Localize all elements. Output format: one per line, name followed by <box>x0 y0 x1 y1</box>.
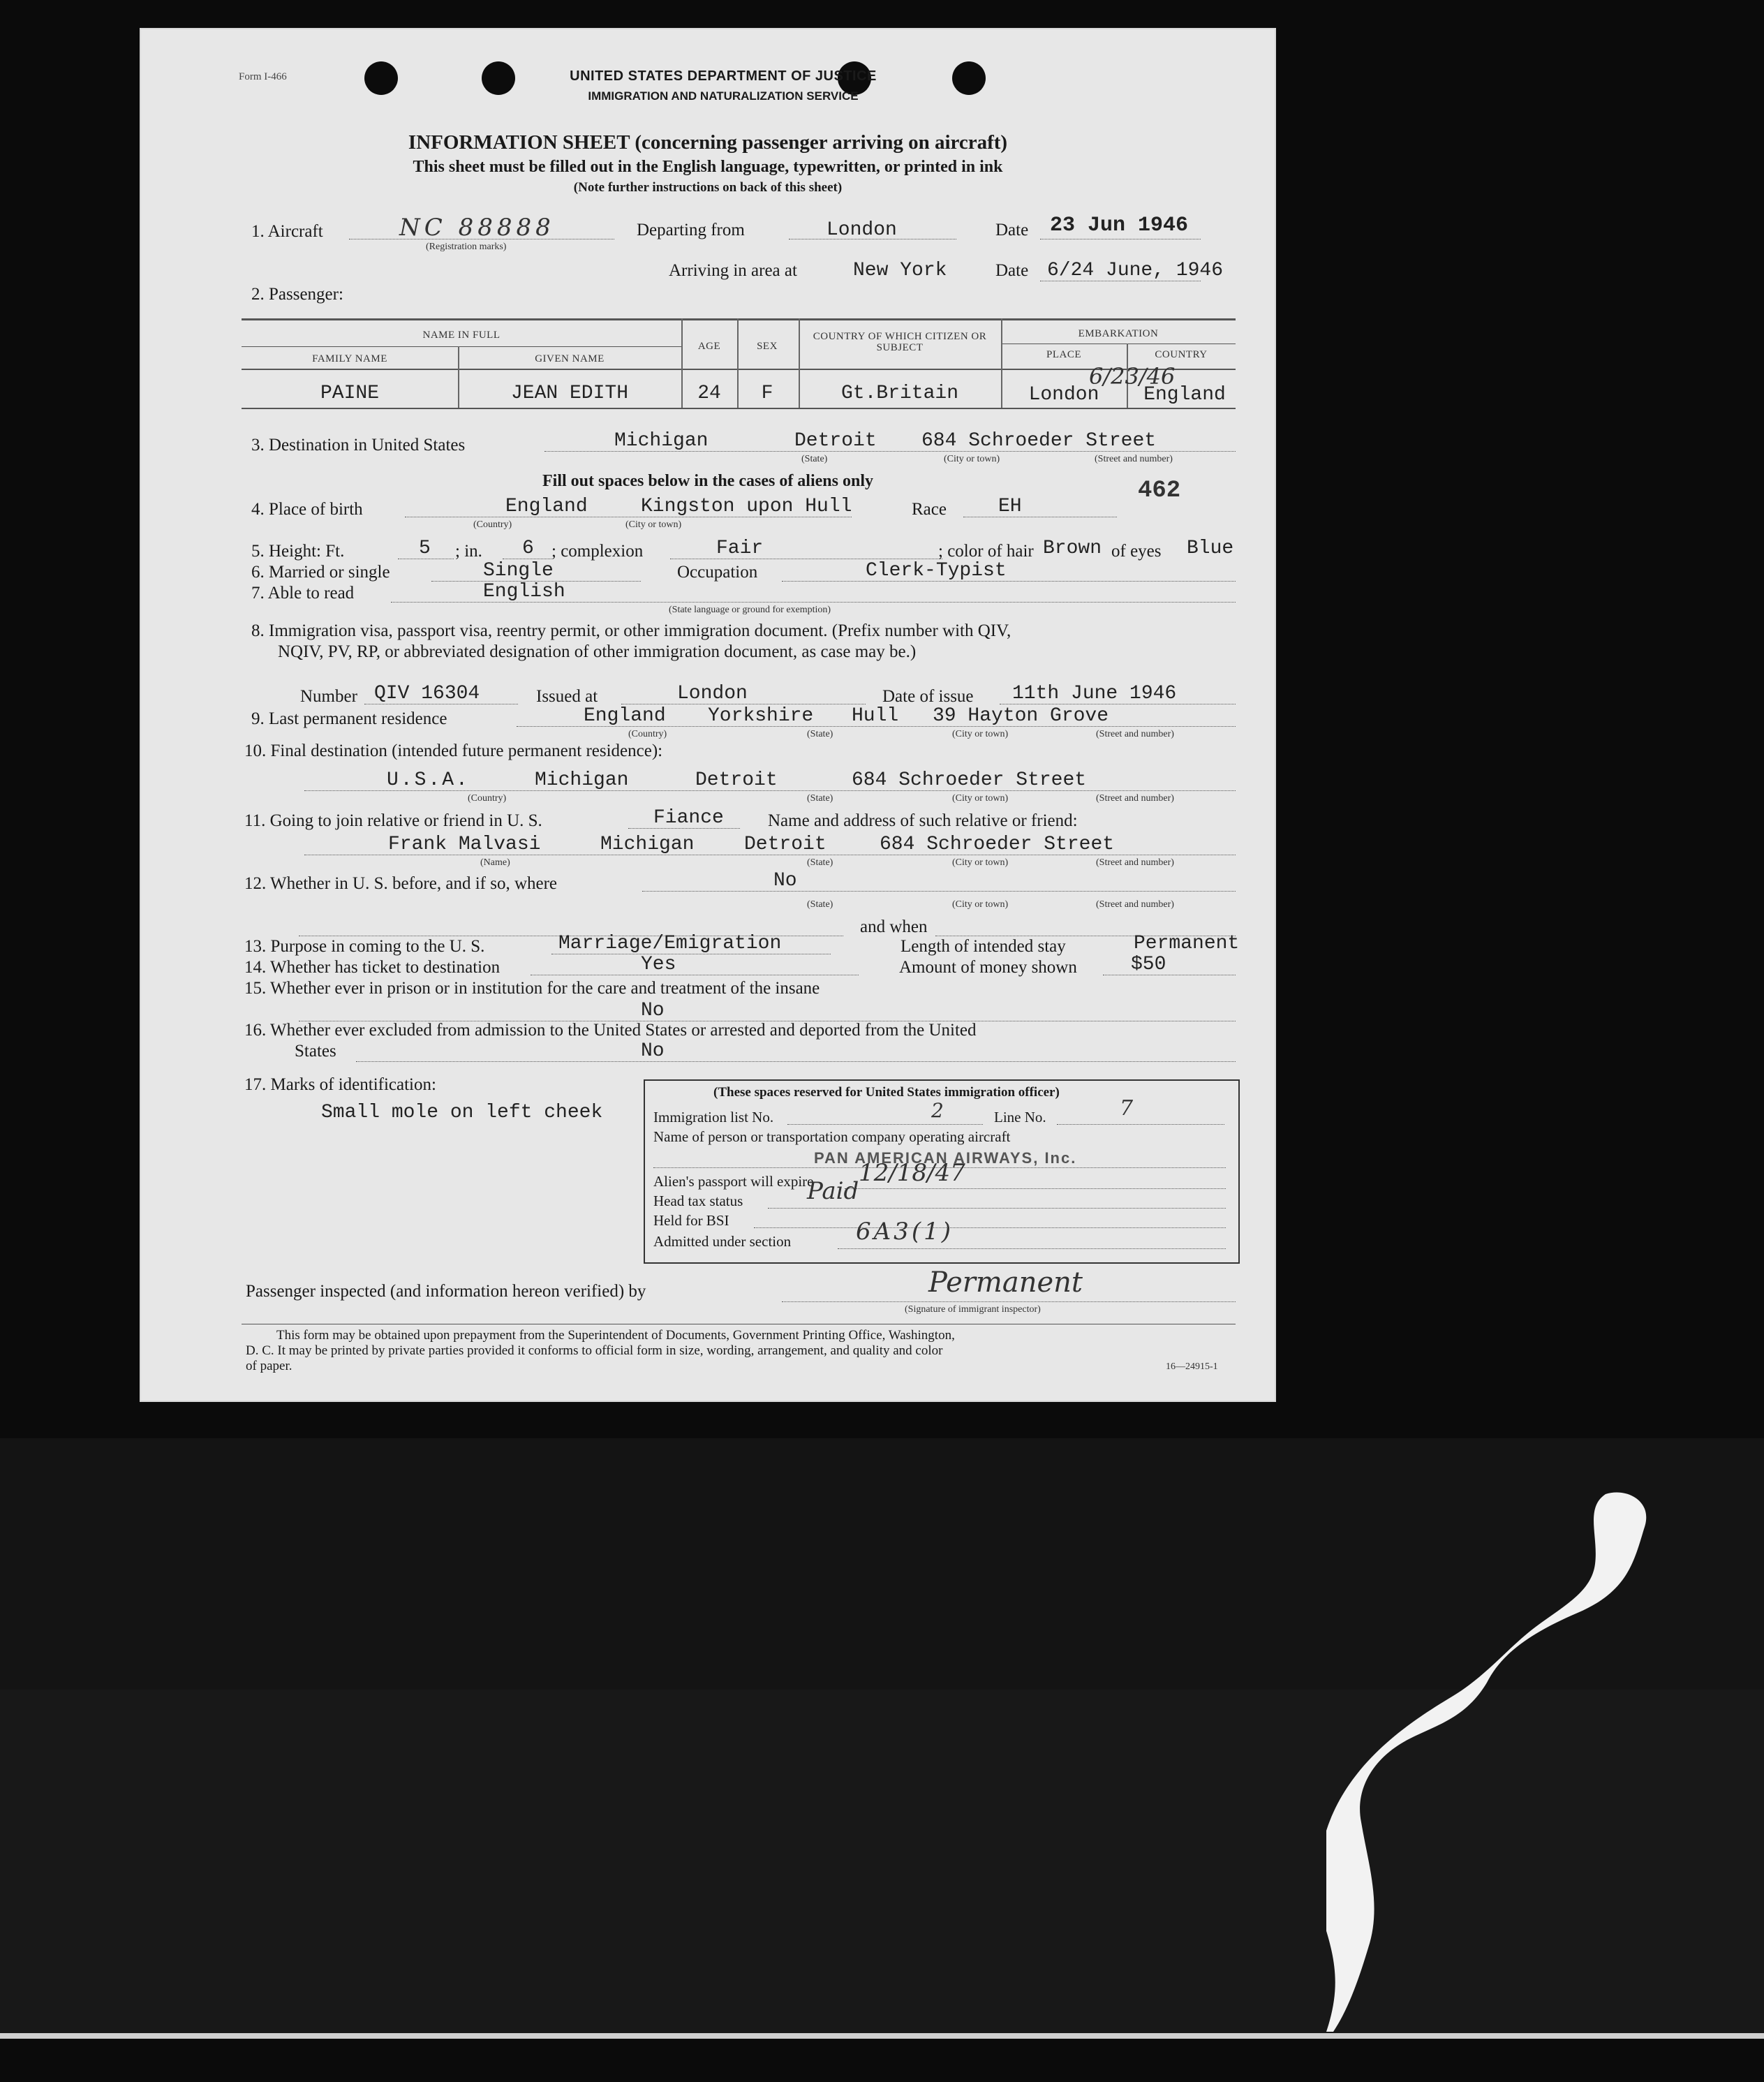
read-label: 7. Able to read <box>251 584 355 603</box>
citizen-value: Gt.Britain <box>840 383 959 404</box>
table-top-rule <box>242 318 1236 320</box>
footer-text-2: D. C. It may be printed by private parties provided it conforms to official form in size, wording, arrangement, and quality and color <box>246 1343 943 1358</box>
before-label: 12. Whether in U. S. before, and if so, where <box>244 874 558 893</box>
join-street: 684 Schroeder Street <box>880 834 1115 855</box>
purpose-label: 13. Purpose in coming to the U. S. <box>244 937 485 956</box>
given-name-value: JEAN EDITH <box>510 383 629 404</box>
destination-line <box>544 451 1236 452</box>
occupation-value: Clerk-Typist <box>866 560 1007 582</box>
read-line <box>391 602 1236 603</box>
admitted-value: 6A3(1) <box>856 1218 954 1246</box>
residence-cap-country: (Country) <box>628 729 667 739</box>
place-header: PLACE <box>1046 349 1081 360</box>
before-cap-city: (City or town) <box>952 899 1009 910</box>
marital-value: Single <box>483 560 554 582</box>
height-in-label: ; in. <box>455 542 482 561</box>
birth-city: Kingston upon Hull <box>641 496 852 517</box>
citizen-header: COUNTRY OF WHICH CITIZEN OR SUBJECT <box>813 331 987 353</box>
embark-country-value: England <box>1143 384 1226 406</box>
issue-date-value: 11th June 1946 <box>1012 683 1177 704</box>
join-cap-street: (Street and number) <box>1096 857 1174 868</box>
join-state: Michigan <box>600 834 695 855</box>
destination-cap-street: (Street and number) <box>1095 454 1173 464</box>
final-cap-state: (State) <box>807 793 833 804</box>
birth-cap-country: (Country) <box>473 519 512 530</box>
final-country: U.S.A. <box>387 769 470 791</box>
join-label-2: Name and address of such relative or friend: <box>768 811 1078 830</box>
signature-line <box>782 1301 1236 1302</box>
final-line <box>304 790 1236 791</box>
embarkation-header: EMBARKATION <box>1078 328 1159 339</box>
hair-value: Brown <box>1043 538 1102 559</box>
bsi-label: Held for BSI <box>653 1212 729 1229</box>
sex-value: F <box>761 383 773 404</box>
headtax-line <box>768 1208 1226 1209</box>
excluded-label: 16. Whether ever excluded from admission to the United States or arrested and deported from the United <box>244 1021 977 1040</box>
department-header: UNITED STATES DEPARTMENT OF JUSTICE <box>570 68 877 84</box>
company-stamp: PAN AMERICAN AIRWAYS, Inc. <box>814 1149 1077 1167</box>
line-no-label: Line No. <box>994 1109 1046 1125</box>
excluded-line <box>356 1061 1236 1062</box>
embark-country-header: COUNTRY <box>1155 349 1208 360</box>
footer-text-1: This form may be obtained upon prepayment from the Superintendent of Documents, Government Printing Office, Washington, <box>276 1328 955 1343</box>
read-caption: (State language or ground for exemption) <box>669 605 831 615</box>
form-number: Form I-466 <box>239 71 287 82</box>
footer-code: 16—24915-1 <box>1166 1361 1218 1372</box>
age-value: 24 <box>697 383 721 404</box>
date-label: Date <box>995 221 1029 239</box>
destination-cap-city: (City or town) <box>944 454 1000 464</box>
join-cap-city: (City or town) <box>952 857 1009 868</box>
signature-caption: (Signature of immigrant inspector) <box>905 1304 1041 1315</box>
admitted-label: Admitted under section <box>653 1233 792 1250</box>
join-relation-line <box>628 828 740 829</box>
residence-label: 9. Last permanent residence <box>251 709 447 728</box>
headtax-label: Head tax status <box>653 1193 743 1209</box>
read-value: English <box>483 581 565 603</box>
destination-label: 3. Destination in United States <box>251 436 466 455</box>
stay-label: Length of intended stay <box>900 937 1066 956</box>
official-box-title: (These spaces reserved for United States immigration officer) <box>713 1085 1060 1100</box>
footer-text-3: of paper. <box>246 1359 292 1373</box>
final-cap-country: (Country) <box>468 793 507 804</box>
purpose-value: Marriage/Emigration <box>558 933 782 954</box>
visa-label-2: NQIV, PV, RP, or abbreviated designation of other immigration document, as case may be.) <box>278 642 917 661</box>
residence-cap-city: (City or town) <box>952 729 1009 739</box>
embark-date-handwritten: 6/23/46 <box>1089 363 1176 390</box>
destination-state: Michigan <box>614 430 709 452</box>
admitted-line <box>838 1248 1226 1249</box>
scan-edge <box>0 2033 1764 2039</box>
final-destination-label: 10. Final destination (intended future permanent residence): <box>244 741 663 760</box>
race-code: 462 <box>1138 478 1181 504</box>
before-line <box>642 891 1236 892</box>
race-label: Race <box>912 500 947 519</box>
table-bottom-rule <box>242 408 1236 409</box>
line-no-line <box>1057 1124 1224 1125</box>
form-subtitle: This sheet must be filled out in the English language, typewritten, or printed in ink <box>413 158 1003 176</box>
visa-number-label: Number <box>300 687 357 706</box>
destination-city: Detroit <box>794 430 877 452</box>
complexion-value: Fair <box>716 538 764 559</box>
height-label: 5. Height: Ft. <box>251 542 345 561</box>
money-value: $50 <box>1131 954 1166 975</box>
arriving-label: Arriving in area at <box>669 261 797 280</box>
name-in-full-header: NAME IN FULL <box>422 330 501 341</box>
stay-value: Permanent <box>1134 933 1240 954</box>
birth-cap-city: (City or town) <box>625 519 682 530</box>
before-value: No <box>773 870 797 892</box>
given-name-header: GIVEN NAME <box>535 353 605 364</box>
service-header: IMMIGRATION AND NATURALIZATION SERVICE <box>588 89 859 103</box>
before-cap-state: (State) <box>807 899 833 910</box>
list-no-label: Immigration list No. <box>653 1109 774 1125</box>
join-city: Detroit <box>744 834 827 855</box>
list-no-value: 2 <box>931 1099 944 1122</box>
residence-country: England <box>584 705 666 727</box>
issued-at-value: London <box>677 683 748 704</box>
punch-hole <box>952 61 986 95</box>
form-title: INFORMATION SHEET (concerning passenger arriving on aircraft) <box>408 131 1008 154</box>
age-header: AGE <box>697 341 721 352</box>
occupation-label: Occupation <box>677 563 758 582</box>
headtax-value: Paid <box>807 1177 859 1205</box>
table-rule <box>242 369 1236 370</box>
when-label: and when <box>860 917 928 936</box>
residence-street: 39 Hayton Grove <box>933 705 1109 727</box>
ticket-value: Yes <box>641 954 676 975</box>
final-street: 684 Schroeder Street <box>852 769 1087 791</box>
excluded-value: No <box>641 1040 665 1062</box>
issue-date-label: Date of issue <box>882 687 974 706</box>
departing-label: Departing from <box>637 221 745 239</box>
join-cap-state: (State) <box>807 857 833 868</box>
passport-label: Alien's passport will expire <box>653 1173 814 1190</box>
race-value: EH <box>998 496 1022 517</box>
punch-hole <box>364 61 398 95</box>
aliens-note: Fill out spaces below in the cases of aliens only <box>542 472 873 490</box>
arriving-value: New York <box>853 260 947 281</box>
passenger-label: 2. Passenger: <box>251 285 343 304</box>
family-name-value: PAINE <box>320 383 379 404</box>
date-value: 23 Jun 1946 <box>1050 214 1189 237</box>
residence-line <box>517 726 1236 727</box>
torn-paper-mark <box>1326 1487 1661 2032</box>
residence-state: Yorkshire <box>708 705 814 727</box>
departing-value: London <box>827 219 897 241</box>
birthplace-label: 4. Place of birth <box>251 500 363 519</box>
information-sheet <box>140 28 1276 1402</box>
height-ft: 5 <box>419 538 431 559</box>
visa-label: 8. Immigration visa, passport visa, reentry permit, or other immigration document. (Prefix number with QIV, <box>251 621 1011 640</box>
ticket-label: 14. Whether has ticket to destination <box>244 958 501 977</box>
eyes-label: of eyes <box>1111 542 1162 561</box>
money-label: Amount of money shown <box>899 958 1077 977</box>
height-in: 6 <box>522 538 534 559</box>
inspector-signature: Permanent <box>928 1267 1083 1299</box>
before-cap-street: (Street and number) <box>1096 899 1174 910</box>
form-note: (Note further instructions on back of this sheet) <box>573 180 843 195</box>
marks-value: Small mole on left cheek <box>321 1102 603 1123</box>
issued-at-label: Issued at <box>536 687 598 706</box>
date2-value: 6/24 June, 1946 <box>1047 260 1224 281</box>
table-rule <box>242 346 681 347</box>
aircraft-label: 1. Aircraft <box>251 222 323 241</box>
destination-street: 684 Schroeder Street <box>921 430 1157 452</box>
join-cap-name: (Name) <box>480 857 510 868</box>
eyes-value: Blue <box>1187 538 1234 559</box>
inspection-label: Passenger inspected (and information hereon verified) by <box>246 1282 646 1301</box>
join-label: 11. Going to join relative or friend in U. S. <box>244 811 542 830</box>
bsi-line <box>754 1227 1226 1228</box>
complexion-label: ; complexion <box>551 542 644 561</box>
residence-cap-state: (State) <box>807 729 833 739</box>
excluded-label-2: States <box>295 1042 336 1061</box>
punch-hole <box>482 61 515 95</box>
final-state: Michigan <box>535 769 629 791</box>
prison-value: No <box>641 1000 665 1021</box>
passport-line <box>845 1188 1226 1189</box>
aircraft-caption: (Registration marks) <box>426 242 507 252</box>
final-city: Detroit <box>695 769 778 791</box>
marks-label: 17. Marks of identification: <box>244 1075 436 1094</box>
prison-label: 15. Whether ever in prison or in institution for the care and treatment of the insane <box>244 979 820 998</box>
residence-cap-street: (Street and number) <box>1096 729 1174 739</box>
date2-label: Date <box>995 261 1029 280</box>
join-name: Frank Malvasi <box>388 834 541 855</box>
sex-header: SEX <box>757 341 778 352</box>
line-no-value: 7 <box>1120 1096 1134 1121</box>
marital-label: 6. Married or single <box>251 563 390 582</box>
hair-label: ; color of hair <box>938 542 1034 561</box>
aircraft-value: NC 88888 <box>399 214 555 242</box>
birth-country: England <box>505 496 588 517</box>
passport-value: 12/18/47 <box>859 1159 965 1187</box>
company-label: Name of person or transportation company operating aircraft <box>653 1128 1011 1145</box>
visa-number-value: QIV 16304 <box>374 683 480 704</box>
join-relation: Fiance <box>653 807 724 829</box>
list-no-line <box>787 1124 983 1125</box>
family-name-header: FAMILY NAME <box>312 353 387 364</box>
occupation-line <box>782 581 1236 582</box>
final-cap-street: (Street and number) <box>1096 793 1174 804</box>
final-cap-city: (City or town) <box>952 793 1009 804</box>
embark-place-value: London <box>1028 384 1099 406</box>
destination-cap-state: (State) <box>801 454 828 464</box>
residence-city: Hull <box>852 705 899 727</box>
